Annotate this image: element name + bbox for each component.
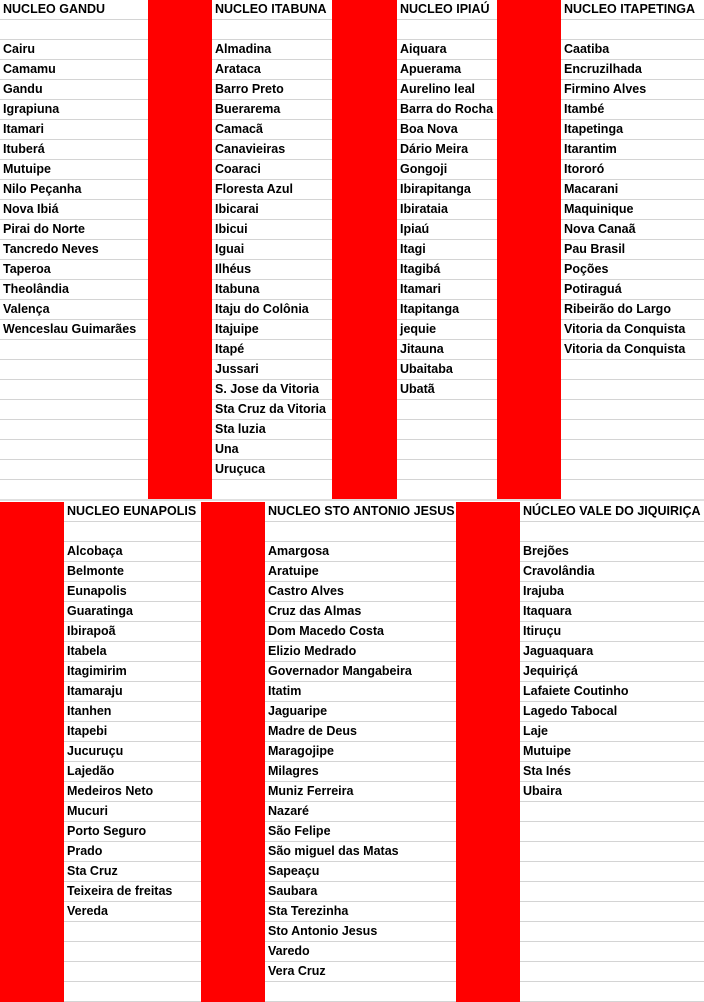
municipio-cell: Maquinique <box>561 200 704 220</box>
empty-cell <box>212 20 332 40</box>
municipio-cell: Iguai <box>212 240 332 260</box>
red-band <box>456 502 520 1002</box>
municipio-cell: Pirai do Norte <box>0 220 148 240</box>
municipio-cell: Potiraguá <box>561 280 704 300</box>
empty-cell <box>0 380 148 400</box>
nucleo-header: NUCLEO ITABUNA <box>212 0 332 20</box>
nucleo-column <box>64 502 201 1002</box>
municipio-cell: Poções <box>561 260 704 280</box>
municipio-cell: Itatim <box>265 682 456 702</box>
municipio-cell: Lafaiete Coutinho <box>520 682 704 702</box>
nucleo-column <box>520 502 704 1002</box>
empty-cell <box>520 842 704 862</box>
municipio-cell: São miguel das Matas <box>265 842 456 862</box>
red-band <box>332 0 397 499</box>
municipio-cell: Itaquara <box>520 602 704 622</box>
municipio-cell: Itabuna <box>212 280 332 300</box>
empty-cell <box>520 822 704 842</box>
municipio-cell: Macarani <box>561 180 704 200</box>
municipio-cell: Nazaré <box>265 802 456 822</box>
empty-cell <box>561 460 704 480</box>
municipio-cell: Canavieiras <box>212 140 332 160</box>
municipio-cell: Itororó <box>561 160 704 180</box>
municipio-cell: Saubara <box>265 882 456 902</box>
municipio-cell: Gongoji <box>397 160 497 180</box>
red-band <box>497 0 561 499</box>
empty-cell <box>520 522 704 542</box>
municipio-cell: Aiquara <box>397 40 497 60</box>
municipio-cell: Governador Mangabeira <box>265 662 456 682</box>
red-band <box>148 0 212 499</box>
empty-cell <box>64 522 201 542</box>
municipio-cell: Coaraci <box>212 160 332 180</box>
municipio-cell: Itaju do Colônia <box>212 300 332 320</box>
municipio-cell: Pau Brasil <box>561 240 704 260</box>
municipio-cell: Dom Macedo Costa <box>265 622 456 642</box>
municipio-cell: Sta Terezinha <box>265 902 456 922</box>
empty-cell <box>520 882 704 902</box>
municipio-cell: Ubaira <box>520 782 704 802</box>
municipio-cell: Mutuipe <box>520 742 704 762</box>
municipio-cell: São Felipe <box>265 822 456 842</box>
municipio-cell: Sapeaçu <box>265 862 456 882</box>
empty-cell <box>0 340 148 360</box>
municipio-cell: Irajuba <box>520 582 704 602</box>
municipio-cell: Vera Cruz <box>265 962 456 982</box>
municipio-cell: Itapitanga <box>397 300 497 320</box>
municipio-cell: Sta Cruz <box>64 862 201 882</box>
municipio-cell: Taperoa <box>0 260 148 280</box>
municipio-cell: Maragojipe <box>265 742 456 762</box>
municipio-cell: Castro Alves <box>265 582 456 602</box>
municipio-cell: Arataca <box>212 60 332 80</box>
municipio-cell: Vitoria da Conquista <box>561 340 704 360</box>
municipio-cell: Varedo <box>265 942 456 962</box>
municipio-cell: Barra do Rocha <box>397 100 497 120</box>
nucleo-header: NUCLEO EUNAPOLIS <box>64 502 201 522</box>
nucleo-column <box>212 0 332 499</box>
red-band <box>201 502 265 1002</box>
empty-cell <box>0 400 148 420</box>
municipio-cell: Camamu <box>0 60 148 80</box>
nucleo-column <box>561 0 704 499</box>
municipio-cell: Firmino Alves <box>561 80 704 100</box>
empty-cell <box>561 380 704 400</box>
empty-cell <box>520 962 704 982</box>
municipio-cell: Floresta Azul <box>212 180 332 200</box>
municipio-cell: Lajedão <box>64 762 201 782</box>
empty-cell <box>64 982 201 1002</box>
empty-cell <box>265 522 456 542</box>
municipio-cell: Ubatã <box>397 380 497 400</box>
empty-cell <box>397 400 497 420</box>
municipio-cell: Teixeira de freitas <box>64 882 201 902</box>
empty-cell <box>64 942 201 962</box>
municipio-cell: Ituberá <box>0 140 148 160</box>
empty-cell <box>561 20 704 40</box>
municipio-cell: Theolândia <box>0 280 148 300</box>
nucleo-header: NÚCLEO VALE DO JIQUIRIÇA <box>520 502 704 522</box>
municipio-cell: Jaguaripe <box>265 702 456 722</box>
empty-cell <box>397 20 497 40</box>
nucleo-column <box>265 502 456 1002</box>
municipio-cell: Itapebi <box>64 722 201 742</box>
municipio-cell: Vitoria da Conquista <box>561 320 704 340</box>
municipio-cell: Barro Preto <box>212 80 332 100</box>
municipio-cell: Dário Meira <box>397 140 497 160</box>
municipio-cell: Sto Antonio Jesus <box>265 922 456 942</box>
municipio-cell: Aurelino leal <box>397 80 497 100</box>
municipio-cell: Sta Inés <box>520 762 704 782</box>
municipio-cell: Aratuipe <box>265 562 456 582</box>
nucleo-header: NUCLEO STO ANTONIO JESUS <box>265 502 456 522</box>
empty-cell <box>397 420 497 440</box>
municipio-cell: Apuerama <box>397 60 497 80</box>
empty-cell <box>561 360 704 380</box>
municipio-cell: Nova Canaã <box>561 220 704 240</box>
municipio-cell: Vereda <box>64 902 201 922</box>
municipio-cell: Ilhéus <box>212 260 332 280</box>
empty-cell <box>0 420 148 440</box>
municipio-cell: Mucuri <box>64 802 201 822</box>
municipio-cell: Encruzilhada <box>561 60 704 80</box>
municipio-cell: Jequiriçá <box>520 662 704 682</box>
municipio-cell: Lagedo Tabocal <box>520 702 704 722</box>
municipio-cell: Itagibá <box>397 260 497 280</box>
empty-cell <box>520 922 704 942</box>
municipio-cell: Valença <box>0 300 148 320</box>
empty-cell <box>64 922 201 942</box>
municipio-cell: Itagi <box>397 240 497 260</box>
municipio-cell: Itamaraju <box>64 682 201 702</box>
municipio-cell: Jussari <box>212 360 332 380</box>
municipio-cell: S. Jose da Vitoria <box>212 380 332 400</box>
empty-cell <box>520 942 704 962</box>
municipio-cell: Boa Nova <box>397 120 497 140</box>
empty-cell <box>561 440 704 460</box>
municipio-cell: Cravolândia <box>520 562 704 582</box>
municipio-cell: Jitauna <box>397 340 497 360</box>
nucleo-header: NUCLEO GANDU <box>0 0 148 20</box>
municipio-cell: Itagimirim <box>64 662 201 682</box>
municipio-cell: Una <box>212 440 332 460</box>
empty-cell <box>561 400 704 420</box>
municipio-cell: Porto Seguro <box>64 822 201 842</box>
municipio-cell: Itamari <box>0 120 148 140</box>
municipio-cell: Buerarema <box>212 100 332 120</box>
municipio-cell: Jucuruçu <box>64 742 201 762</box>
municipio-cell: Madre de Deus <box>265 722 456 742</box>
empty-cell <box>520 862 704 882</box>
municipio-cell: Itapetinga <box>561 120 704 140</box>
nucleo-header: NUCLEO ITAPETINGA <box>561 0 704 20</box>
empty-cell <box>520 982 704 1002</box>
empty-cell <box>0 440 148 460</box>
municipio-cell: Itapé <box>212 340 332 360</box>
municipio-cell: Medeiros Neto <box>64 782 201 802</box>
empty-cell <box>397 440 497 460</box>
municipio-cell: Laje <box>520 722 704 742</box>
municipio-cell: Belmonte <box>64 562 201 582</box>
municipio-cell: Sta luzia <box>212 420 332 440</box>
nucleo-header: NUCLEO IPIAÚ <box>397 0 497 20</box>
municipio-cell: Ibicui <box>212 220 332 240</box>
section-divider <box>0 499 704 501</box>
municipio-cell: Gandu <box>0 80 148 100</box>
municipio-cell: Nilo Peçanha <box>0 180 148 200</box>
municipio-cell: Ipiaú <box>397 220 497 240</box>
municipio-cell: Cruz das Almas <box>265 602 456 622</box>
nucleo-column <box>0 0 148 499</box>
municipio-cell: Cairu <box>0 40 148 60</box>
empty-cell <box>0 360 148 380</box>
municipio-cell: Itabela <box>64 642 201 662</box>
municipio-cell: Ribeirão do Largo <box>561 300 704 320</box>
municipio-cell: Eunapolis <box>64 582 201 602</box>
municipio-cell: Igrapiuna <box>0 100 148 120</box>
empty-cell <box>397 460 497 480</box>
empty-cell <box>64 962 201 982</box>
municipio-cell: Wenceslau Guimarães <box>0 320 148 340</box>
municipio-cell: Camacã <box>212 120 332 140</box>
municipio-cell: Itambé <box>561 100 704 120</box>
municipio-cell: Itiruçu <box>520 622 704 642</box>
empty-cell <box>265 982 456 1002</box>
municipio-cell: Alcobaça <box>64 542 201 562</box>
municipio-cell: Milagres <box>265 762 456 782</box>
municipio-cell: Sta Cruz da Vitoria <box>212 400 332 420</box>
municipio-cell: jequie <box>397 320 497 340</box>
municipio-cell: Itarantim <box>561 140 704 160</box>
empty-cell <box>520 902 704 922</box>
empty-cell <box>0 460 148 480</box>
empty-cell <box>520 802 704 822</box>
municipio-cell: Tancredo Neves <box>0 240 148 260</box>
municipio-cell: Mutuipe <box>0 160 148 180</box>
municipio-cell: Guaratinga <box>64 602 201 622</box>
municipio-cell: Almadina <box>212 40 332 60</box>
municipio-cell: Itanhen <box>64 702 201 722</box>
municipio-cell: Amargosa <box>265 542 456 562</box>
municipio-cell: Ibicarai <box>212 200 332 220</box>
municipio-cell: Prado <box>64 842 201 862</box>
empty-cell <box>561 420 704 440</box>
municipio-cell: Caatiba <box>561 40 704 60</box>
municipio-cell: Ibirapoã <box>64 622 201 642</box>
municipio-cell: Uruçuca <box>212 460 332 480</box>
municipio-cell: Ubaitaba <box>397 360 497 380</box>
municipio-cell: Ibirataia <box>397 200 497 220</box>
municipio-cell: Itamari <box>397 280 497 300</box>
municipio-cell: Elizio Medrado <box>265 642 456 662</box>
municipio-cell: Ibirapitanga <box>397 180 497 200</box>
red-band <box>0 502 64 1002</box>
municipio-cell: Nova Ibiá <box>0 200 148 220</box>
municipio-cell: Brejões <box>520 542 704 562</box>
empty-cell <box>0 20 148 40</box>
nucleo-column <box>397 0 497 499</box>
municipio-cell: Itajuipe <box>212 320 332 340</box>
municipio-cell: Muniz Ferreira <box>265 782 456 802</box>
municipio-cell: Jaguaquara <box>520 642 704 662</box>
